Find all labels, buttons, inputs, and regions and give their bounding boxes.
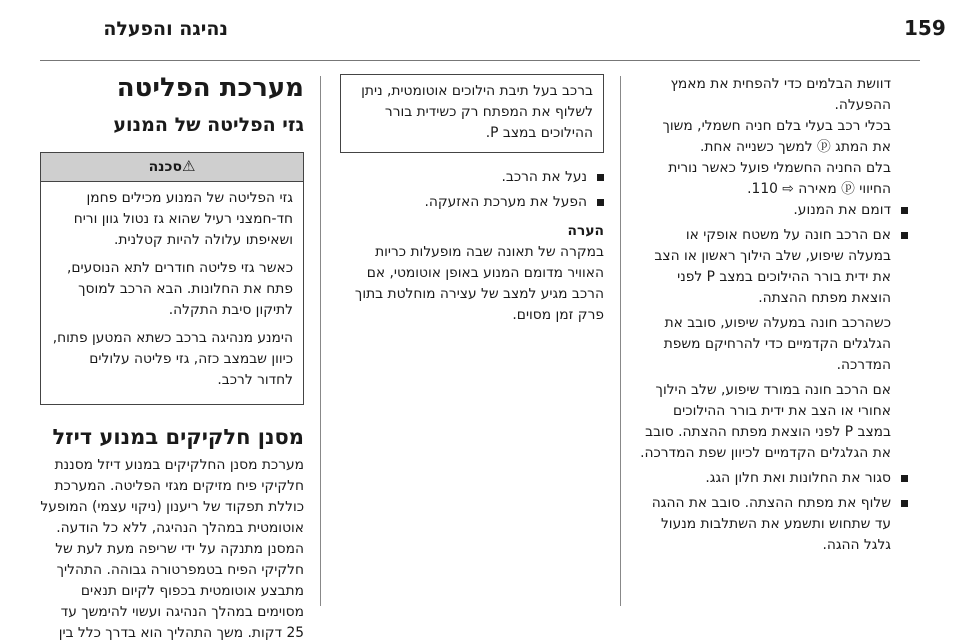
- warning-body: [41, 181, 303, 404]
- list-item-continuation: אם הרכב חונה במורד שיפוע, שלב הילוך אחורי או הצב את ידית בורר ההילוכים במצב P לפני הוצאת מפתח ההצתה. סובב את הגלגלים הקדמיים לכיוון שפת המדרכה.: [640, 382, 891, 461]
- column-middle: [340, 74, 604, 326]
- list-item: דומם את המנוע.: [640, 200, 908, 221]
- page-header-title: נהיגה והפעלה: [103, 18, 228, 40]
- paragraph-pedal: דוושת הבלמים כדי להפחית את מאמץ ההפעלה.: [670, 76, 891, 113]
- section-heading-particle-filter: מסנן חלקיקים במנוע דיזל: [52, 425, 304, 449]
- column-divider-left: [320, 76, 321, 606]
- subsection-heading-exhaust-gases: גזי הפליטה של המנוע: [113, 114, 304, 136]
- column-divider-right: [620, 76, 621, 606]
- bullet-icon: [901, 207, 908, 214]
- parking-steps-list: [640, 200, 908, 556]
- bullet-icon: [901, 500, 908, 507]
- warning-box: [40, 152, 304, 405]
- list-item: הפעל את מערכת האזעקה.: [340, 192, 604, 213]
- list-item: שלוף את מפתח ההצתה. סובב את ההגה עד שתחוש ותשמע את השתלבות מנעול גלגל ההגה.: [640, 493, 908, 556]
- warning-triangle-icon: ⚠: [181, 157, 196, 175]
- lock-steps-list: [340, 167, 604, 213]
- warning-paragraph: כאשר גזי פליטה חודרים לתא הנוסעים, פתח את החלונות. הבא הרכב למוסך לתיקון סיבת התקלה.: [66, 260, 293, 318]
- particle-filter-text: מערכת מסנן החלקיקים במנוע דיזל מסננת חלקיקי פיח מזיקים מגזי הפליטה. המערכת כוללת תפקוד של ריענון (ניקוי עצמי) המופעל אוטומטית במהלך הנהיגה, ללא כל הודעה. המסנן מתנקה על ידי שריפה מעת לעת של חלקיקי הפיח בטמפרטורה גבוהה. התהליך מתבצע אוטומטית בכפוף לקיום תנאים מסוימים במהלך הנהיגה ועשוי להימשך עד 25 דקות. משך התהליך הוא בדרך כלל בין: [40, 457, 304, 641]
- page-number: 159: [904, 16, 946, 40]
- warning-paragraph: הימנע מנהיגה ברכב כשתא המטען פתוח, כיוון שבמצב כזה, גזי פליטה עלולים לחדור לרכב.: [52, 330, 293, 388]
- column-left: [40, 72, 304, 644]
- section-heading-exhaust: מערכת הפליטה: [116, 73, 304, 103]
- bullet-icon: [901, 232, 908, 239]
- info-box: [340, 74, 604, 153]
- warning-paragraph: גזי הפליטה של המנוע מכילים פחמן חד-חמצני רעיל שהוא גז נטול גוון וריח ושאיפתו עלולה להיות קטלנית.: [73, 190, 293, 248]
- list-item: אם הרכב חונה על משטח אופקי או במעלה שיפוע, שלב הילוך ראשון או הצב את ידית בורר ההילוכים במצב P לפני הוצאת מפתח ההצתה. כשהרכב חונה במעלה שיפוע, סובב את הגלגלים הקדמיים כדי להרחיקם משפת המדרכה. אם הרכב חונה במורד שיפוע, שלב הילוך אחורי או הצב את ידית בורר ההילוכים במצב P לפני הוצאת מפתח ההצתה. סובב את הגלגלים הקדמיים לכיוון שפת המדרכה.: [640, 225, 908, 464]
- paragraph-brake-light: בלם החניה החשמלי פועל כאשר נורית החיווי ⓟ מאירה ⇨ 110.: [668, 160, 891, 197]
- column-right: [640, 74, 908, 560]
- note-text: במקרה של תאונה שבה מופעלות כריות האוויר מדומם המנוע באופן אוטומטי, אם הרכב מגיע למצב של עצירה מוחלטת בתוך פרק זמן מסוים.: [354, 244, 604, 323]
- note-heading: הערה: [567, 223, 604, 239]
- bullet-icon: [597, 199, 604, 206]
- list-item: סגור את החלונות ואת חלון הגג.: [640, 468, 908, 489]
- warning-label: סכנה: [148, 159, 182, 175]
- list-item: נעל את הרכב.: [340, 167, 604, 188]
- bullet-icon: [901, 475, 908, 482]
- warning-header: [41, 153, 303, 181]
- list-item-continuation: כשהרכב חונה במעלה שיפוע, סובב את הגלגלים הקדמיים כדי להרחיקם משפת המדרכה.: [663, 315, 891, 373]
- paragraph-electric-brake: בכלי רכב בעלי בלם חניה חשמלי, משוך את המתג ⓟ למשך כשנייה אחת.: [662, 118, 891, 155]
- info-box-text: ברכב בעל תיבת הילוכים אוטומטית, ניתן לשלוף את המפתח רק כשידית בורר ההילוכים במצב P.: [361, 83, 593, 141]
- bullet-icon: [597, 174, 604, 181]
- header-rule: [40, 60, 920, 61]
